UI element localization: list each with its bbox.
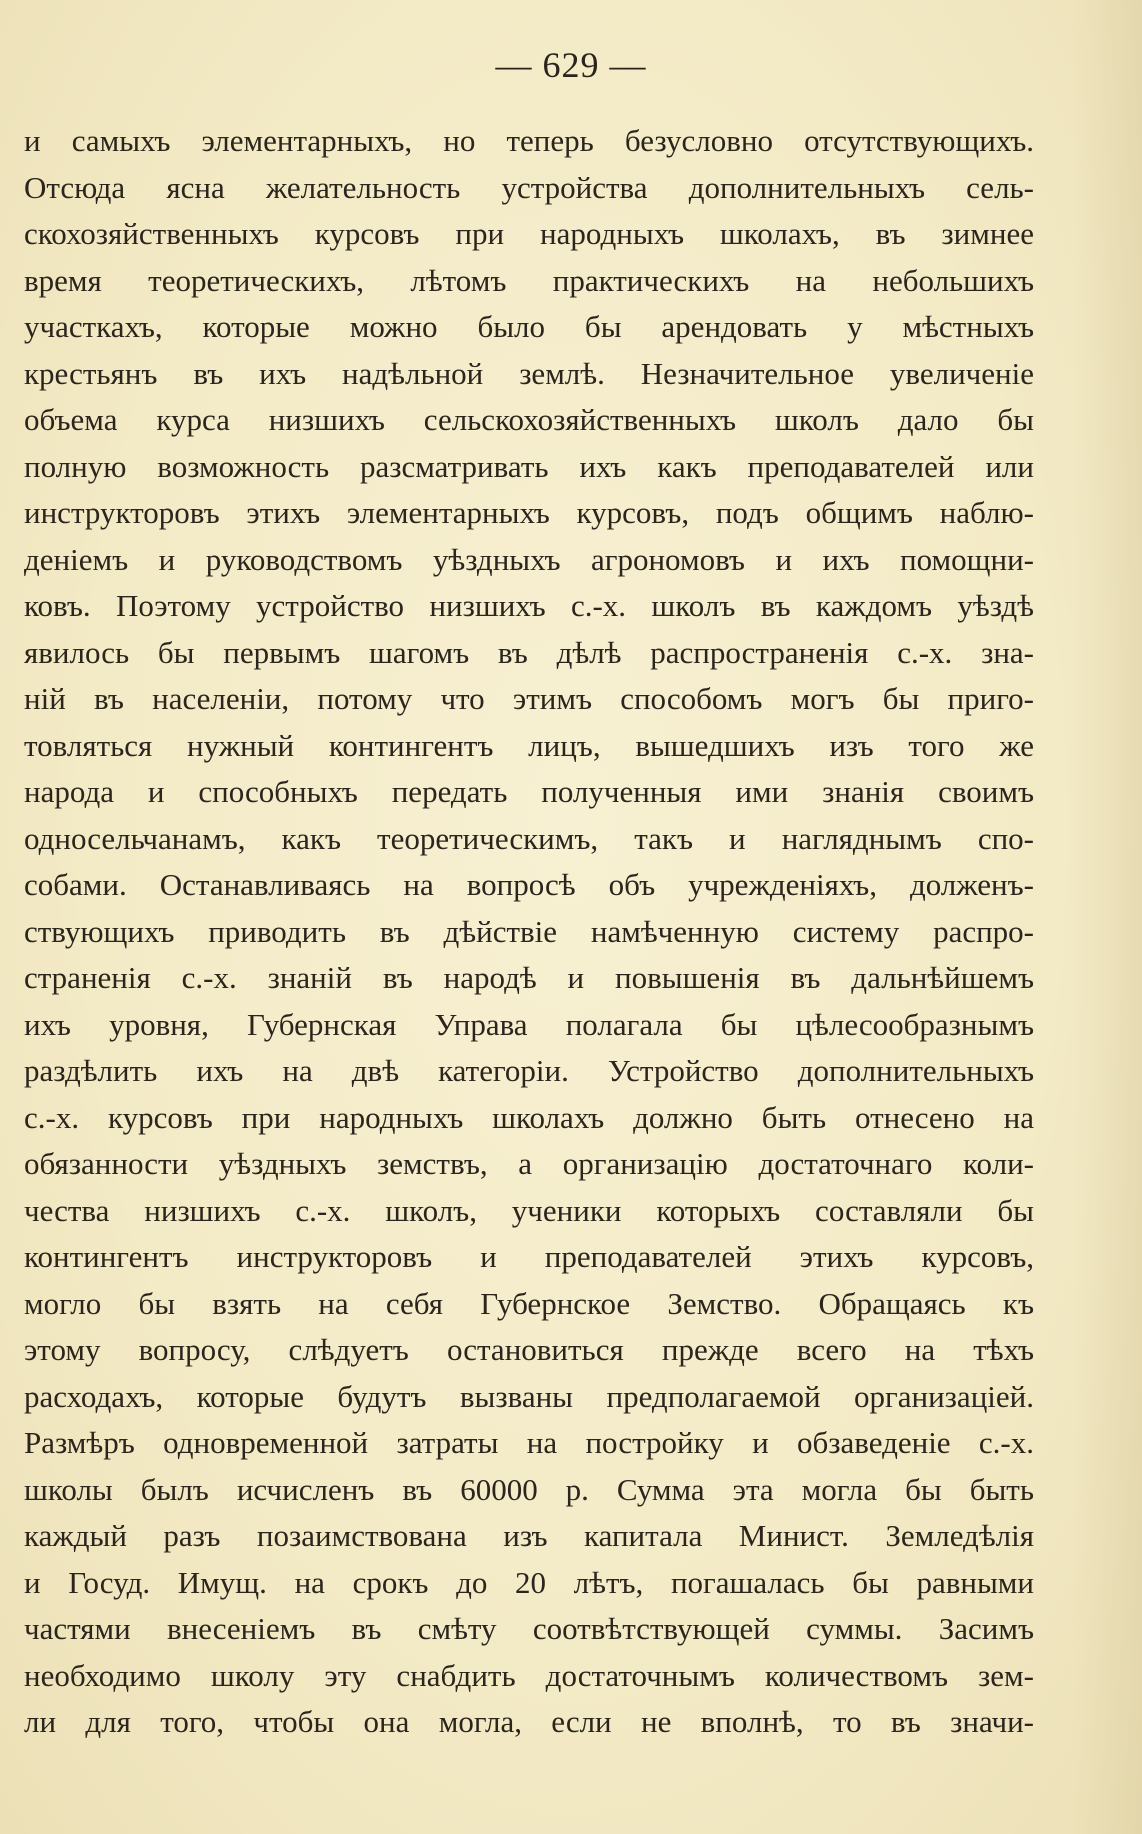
text-line: явилось бы первымъ шагомъ въ дѣлѣ распространенія с.-х. зна- [24,634,1034,670]
text-line: расходахъ, которые будутъ вызваны предполагаемой организаціей. [24,1378,1034,1414]
text-line: собами. Останавливаясь на вопросѣ объ учрежденіяхъ, долженъ- [24,867,1034,902]
text-line: Размѣръ одновременной затраты на постройку и обзаведеніе с.-х. [24,1425,1034,1460]
page-edge-shadow [1072,0,1142,1834]
text-line: этому вопросу, слѣдуетъ остановиться прежде всего на тѣхъ [24,1332,1034,1367]
text-line: и самыхъ элементарныхъ, но теперь безусловно отсутствующихъ. [24,123,1034,158]
text-line: раздѣлить ихъ на двѣ категоріи. Устройство дополнительныхъ [24,1053,1034,1088]
text-line: ли для того, чтобы она могла, если не вполнѣ, то въ значи- [24,1704,1034,1739]
text-line: время теоретическихъ, лѣтомъ практическихъ на небольшихъ [24,262,1034,298]
text-line: товляться нужный контингентъ лицъ, вышедшихъ изъ того же [24,727,1034,763]
text-line: и Госуд. Имущ. на срокъ до 20 лѣтъ, погашалась бы равными [24,1564,1034,1600]
text-line: страненія с.-х. знаній въ народѣ и повышенія въ дальнѣйшемъ [24,960,1034,995]
text-line: частями внесеніемъ въ смѣту соотвѣтствующей суммы. Засимъ [24,1611,1034,1646]
text-line: ихъ уровня, Губернская Управа полагала бы цѣлесообразнымъ [24,1006,1034,1042]
page-number: — 629 — [495,45,647,85]
text-line: могло бы взять на себя Губернское Земство. Обращаясь къ [24,1285,1034,1321]
text-line: обязанности уѣздныхъ земствъ, а организацію достаточнаго коли- [24,1146,1034,1181]
text-line: необходимо школу эту снабдить достаточнымъ количествомъ зем- [24,1657,1034,1693]
text-line: ній въ населеніи, потому что этимъ способомъ могъ бы приго- [24,681,1034,716]
text-line: контингентъ инструкторовъ и преподавателей этихъ курсовъ, [24,1239,1034,1274]
text-line: Отсюда ясна желательность устройства дополнительныхъ сель- [24,169,1034,205]
text-line: деніемъ и руководствомъ уѣздныхъ агрономовъ и ихъ помощни- [24,541,1034,577]
text-line: каждый разъ позаимствована изъ капитала Минист. Земледѣлія [24,1518,1034,1553]
text-line: инструкторовъ этихъ элементарныхъ курсовъ, подъ общимъ наблю- [24,495,1034,530]
text-line: односельчанамъ, какъ теоретическимъ, такъ и нагляднымъ спо- [24,820,1034,856]
text-line: участкахъ, которые можно было бы арендовать у мѣстныхъ [24,309,1034,344]
text-line: объема курса низшихъ сельскохозяйственныхъ школъ дало бы [24,402,1034,437]
text-line: крестьянъ въ ихъ надѣльной землѣ. Незначительное увеличеніе [24,355,1034,391]
body-text [24,118,1034,1746]
text-line: школы былъ исчисленъ въ 60000 р. Сумма эта могла бы быть [24,1471,1034,1507]
text-line: ковъ. Поэтому устройство низшихъ с.-х. школъ въ каждомъ уѣздѣ [24,588,1034,623]
text-line: полную возможность разсматривать ихъ какъ преподавателей или [24,448,1034,484]
text-line: чества низшихъ с.-х. школъ, ученики которыхъ составляли бы [24,1192,1034,1228]
text-line: скохозяйственныхъ курсовъ при народныхъ школахъ, въ зимнее [24,216,1034,251]
text-line: с.-х. курсовъ при народныхъ школахъ должно быть отнесено на [24,1099,1034,1135]
text-line: ствующихъ приводить въ дѣйствіе намѣченную систему распро- [24,913,1034,949]
text-line: народа и способныхъ передать полученныя ими знанія своимъ [24,774,1034,809]
